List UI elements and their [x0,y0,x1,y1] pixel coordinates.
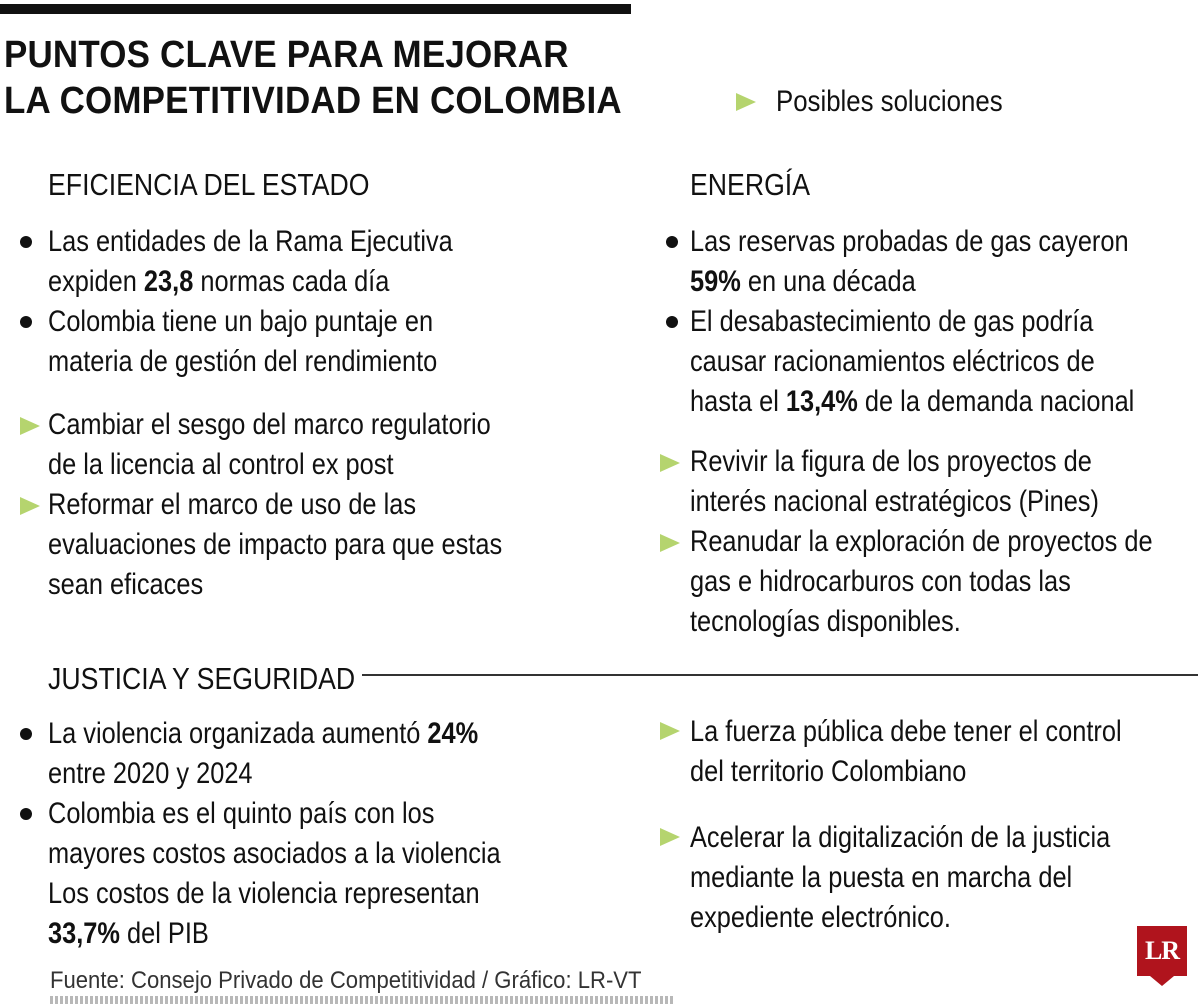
source-credit: Fuente: Consejo Privado de Competitividad / Gráfico: LR-VT [50,967,642,994]
fact-line: Las entidades de la Rama Ejecutiva [48,225,453,258]
solution-item [48,405,563,485]
solution-line: mediante la puesta en marcha del [690,861,1073,894]
top-rule [0,4,631,14]
title-line-1: PUNTOS CLAVE PARA MEJORAR [4,34,569,76]
fact-line: Los costos de la violencia representan [48,877,480,910]
bullet-dot-icon [666,316,678,328]
fact-item [690,302,1200,422]
fact-item [48,302,501,382]
green-triangle-icon [20,497,40,515]
legend-label: Posibles soluciones [776,85,1003,118]
page-title [4,32,648,124]
fact-line: La violencia organizada aumentó 24% [48,717,479,750]
solution-line: Reformar el marco de uso de las [48,488,417,521]
fact-line: El desabastecimiento de gas podría [690,305,1094,338]
solution-line: gas e hidrocarburos con todas las [690,565,1071,598]
fact-item [48,222,519,302]
lr-logo-notch [1150,976,1174,986]
section-heading-eficiencia: EFICIENCIA DEL ESTADO [48,167,370,202]
solution-line: evaluaciones de impacto para que estas [48,528,503,561]
fact-item [690,222,1200,302]
solution-item [48,485,576,605]
fact-line: materia de gestión del rendimiento [48,345,438,378]
title-line-2: LA COMPETITIVIDAD EN COLOMBIA [4,80,622,122]
fact-line: hasta el 13,4% de la demanda nacional [690,385,1135,418]
fact-line: Colombia es el quinto país con los [48,797,435,830]
green-triangle-icon [660,828,680,846]
bullet-dot-icon [666,236,678,248]
solution-line: interés nacional estratégicos (Pines) [690,485,1099,518]
solution-item [690,818,1179,938]
fact-line: 33,7% del PIB [48,917,209,950]
solution-item [690,712,1192,792]
green-triangle-icon [660,534,680,552]
legend [736,84,1039,120]
solution-line: La fuerza pública debe tener el control [690,715,1122,748]
source-credit-shadow [50,996,675,1004]
fact-line: causar racionamientos eléctricos de [690,345,1095,378]
fact-line: Las reservas probadas de gas cayeron [690,225,1129,258]
section-heading-energia: ENERGÍA [690,167,810,202]
solution-line: expediente electrónico. [690,901,951,934]
fact-line: expiden 23,8 normas cada día [48,265,390,298]
green-triangle-icon [736,93,756,111]
fact-line: 59% en una década [690,265,916,298]
green-triangle-icon [20,417,40,435]
section-heading-justicia: JUSTICIA Y SEGURIDAD [48,661,356,696]
fact-item [48,794,574,954]
solution-line: sean eficaces [48,568,204,601]
lr-logo: LR [1137,926,1187,976]
solution-line: Reanudar la exploración de proyectos de [690,525,1153,558]
solution-item [690,442,1166,522]
bullet-dot-icon [20,728,32,740]
fact-item [48,714,548,794]
solution-line: Revivir la figura de los proyectos de [690,445,1092,478]
solution-line: de la licencia al control ex post [48,448,394,481]
solution-line: Cambiar el sesgo del marco regulatorio [48,408,491,441]
green-triangle-icon [660,454,680,472]
solution-line: del territorio Colombiano [690,755,967,788]
bullet-dot-icon [20,808,32,820]
section-divider [362,674,1198,676]
fact-line: entre 2020 y 2024 [48,757,253,790]
fact-line: mayores costos asociados a la violencia [48,837,501,870]
solution-line: tecnologías disponibles. [690,605,961,638]
bullet-dot-icon [20,316,32,328]
fact-line: Colombia tiene un bajo puntaje en [48,305,434,338]
green-triangle-icon [660,722,680,740]
solution-line: Acelerar la digitalización de la justicia [690,821,1111,854]
bullet-dot-icon [20,236,32,248]
solution-item [690,522,1200,642]
